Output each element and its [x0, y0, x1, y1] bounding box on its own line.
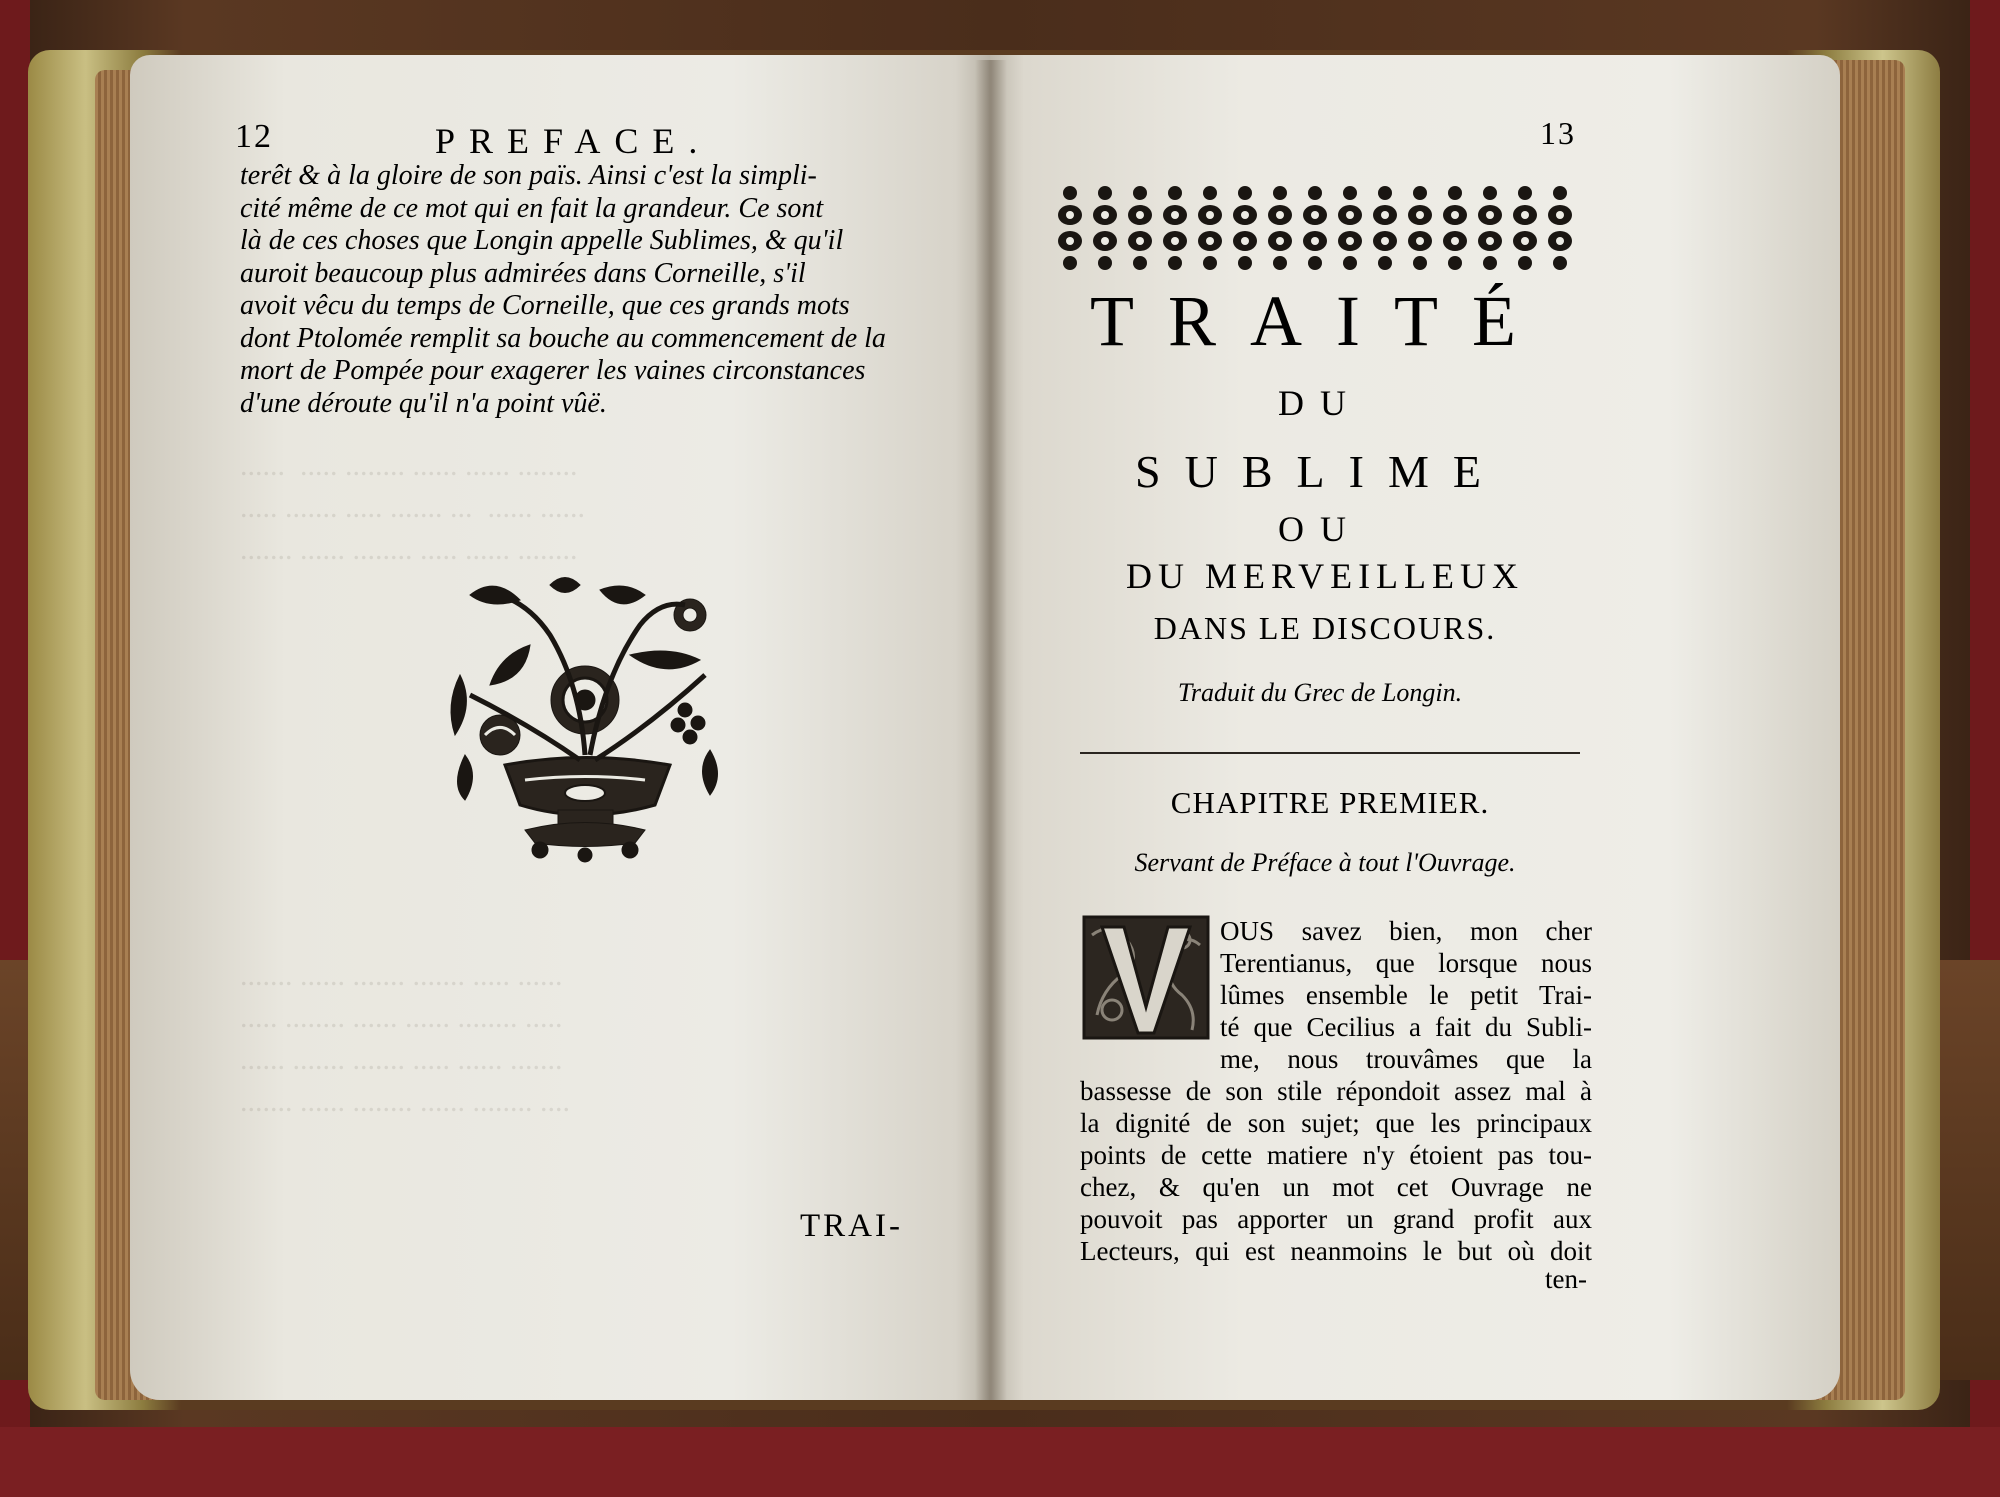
text-line: me, nous trouvâmes que la: [1220, 1044, 1592, 1074]
book-gutter: [975, 60, 1007, 1400]
text-line: Lecteurs, qui est neanmoins le but où doit: [1080, 1236, 1592, 1266]
text-line: OUS savez bien, mon cher: [1220, 916, 1592, 946]
page-number-left: 12: [235, 118, 273, 155]
ornament-unit: [1545, 183, 1575, 273]
text-line: chez, & qu'en un mot cet Ouvrage ne: [1080, 1172, 1592, 1202]
text-line: auroit beaucoup plus admirées dans Corneille, s'il: [240, 257, 806, 289]
ornament-unit: [1440, 183, 1470, 273]
decorative-header-band: [1055, 180, 1575, 275]
show-through-text-lower: ....... ...... ....... ....... ..... ...... ..... ........ ...... ...... ........ ..... ...... ....... ....... ..... ...... ....... ....... ...... ........ ...... ........ ....: [240, 959, 570, 1118]
ornament-unit: [1335, 183, 1365, 273]
horizontal-rule: [1080, 752, 1580, 754]
text-line: té que Cecilius a fait du Subli-: [1220, 1012, 1592, 1042]
chapter-subtitle: Servant de Préface à tout l'Ouvrage.: [1134, 848, 1516, 877]
text-line: cité même de ce mot qui en fait la grandeur. Ce sont: [240, 192, 824, 224]
text-line: points de cette matiere n'y étoient pas tou-: [1080, 1140, 1592, 1170]
text-line: avoit vêcu du temps de Corneille, que ces grands mots: [240, 290, 850, 321]
text-line: pouvoit pas apporter un grand profit aux: [1080, 1204, 1592, 1234]
translation-credit: Traduit du Grec de Longin.: [1177, 678, 1463, 707]
catchword-right: ten-: [1545, 1264, 1587, 1294]
text-line: lûmes ensemble le petit Trai-: [1220, 980, 1592, 1010]
text-line: d'une déroute qu'il n'a point vûë.: [240, 387, 607, 419]
text-line: la dignité de son sujet; que les principaux: [1080, 1108, 1592, 1138]
flower-vase-ornament: [430, 575, 740, 875]
text-line: terêt & à la gloire de son païs. Ainsi c'est la simpli-: [240, 160, 817, 191]
text-line: dont Ptolomée remplit sa bouche au commencement de la: [240, 322, 886, 354]
text-line: mort de Pompée pour exagerer les vaines circonstances: [240, 355, 866, 386]
catchword-left: TRAI-: [800, 1208, 903, 1244]
title-ou: OU: [1278, 509, 1362, 549]
title-merveilleux: DU MERVEILLEUX: [1125, 556, 1525, 596]
red-cloth: [0, 1427, 2000, 1497]
text-line: là de ces choses que Longin appelle Sublimes, & qu'il: [240, 225, 844, 256]
ornament-unit: [1265, 183, 1295, 273]
chapter-title: CHAPITRE PREMIER.: [1170, 785, 1490, 820]
ornament-unit: [1300, 183, 1330, 273]
chapter-body-text: [1080, 915, 1592, 1267]
title-sublime: SUBLIME: [1135, 446, 1505, 497]
ornament-unit: [1160, 183, 1190, 273]
ornament-unit: [1055, 183, 1085, 273]
ornament-unit: [1195, 183, 1225, 273]
title-traite: TRAITÉ: [1090, 281, 1550, 361]
ornament-unit: [1405, 183, 1435, 273]
ornament-unit: [1510, 183, 1540, 273]
title-dans-le-discours: DANS LE DISCOURS.: [1153, 610, 1497, 646]
text-line: bassesse de son stile répondoit assez mal à: [1080, 1076, 1592, 1106]
ornament-unit: [1370, 183, 1400, 273]
page-number-right: 13: [1540, 115, 1576, 151]
left-page-text: [240, 160, 910, 420]
running-head: PREFACE.: [435, 121, 712, 161]
show-through-text: ...... ..... ........ ...... ...... ........ ..... ....... ..... ....... ... ...... ...... ....... ...... ........ ..... ...... ........: [240, 449, 585, 566]
title-du: DU: [1278, 383, 1362, 423]
ornament-unit: [1475, 183, 1505, 273]
text-line: Terentianus, que lorsque nous: [1220, 948, 1592, 978]
ornament-unit: [1230, 183, 1260, 273]
ornament-unit: [1125, 183, 1155, 273]
ornament-unit: [1090, 183, 1120, 273]
